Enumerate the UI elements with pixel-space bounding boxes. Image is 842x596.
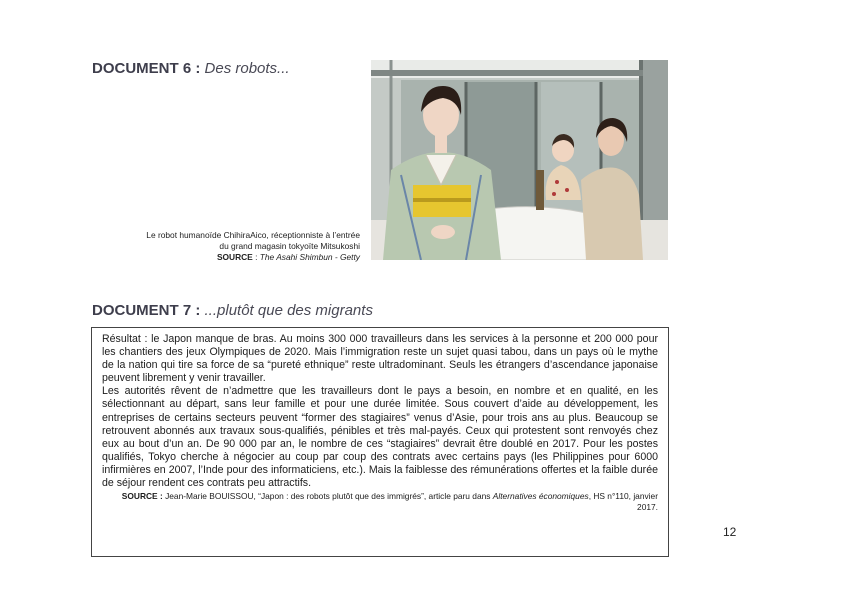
document-7-paragraph-1: Résultat : le Japon manque de bras. Au moins 300 000 travailleurs dans les services à la personne et 200 000 pour les chantiers des jeux Olympiques de 2020. Mais l’immigration reste un sujet quasi tabou, dans un pays où le mythe de la nation qui tire sa force de sa “pureté ethnique” reste ultradominant. Seuls les étrangers d’ascendance japonaise peuvent librement y venir travailler. xyxy=(102,333,658,385)
document-7-paragraph-2: Les autorités rêvent de n’admettre que les travailleurs dont le pays a besoin, en nombre et en qualité, en les sélectionnant au départ, sans leur famille et pour une durée limitée. Sous couvert d’aide au développement, les entreprises de certains secteurs peuvent “former des stagiaires” venus d’Asie, pour trois ans au plus. Beaucoup se retrouvent abonnés aux travaux sous-qualifiés, pénibles et très mal-payés. Ceux qui protestent sont renvoyés chez eux au bout d’un an. De 90 000 par an, le nombre de ces “stagiaires” devrait être doublé en 2017. Pour les postes qualifiés, Tokyo cherche à négocier au coup par coup des contrats avec certains pays (les Philippines pour 6000 infirmières en 2007, l’Inde pour des informaticiens, etc.). Mais la faiblesse des rémunérations offertes et la faible durée de séjour rendent ces contrats peu attractifs. xyxy=(102,385,658,490)
caption-source xyxy=(60,252,360,263)
photo-caption xyxy=(60,230,360,263)
document-7-source xyxy=(102,491,658,513)
document-7-label: DOCUMENT 7 : xyxy=(92,302,201,319)
document-6-heading xyxy=(92,60,290,77)
caption-source-separator: : xyxy=(252,252,260,262)
document-6-title: Des robots... xyxy=(204,60,290,77)
caption-source-value: The Asahi Shimbun - Getty xyxy=(259,252,360,262)
caption-source-label: SOURCE xyxy=(216,252,253,262)
document-7-heading xyxy=(92,302,373,319)
page-number: 12 xyxy=(723,525,737,539)
caption-line-1: Le robot humanoïde ChihiraAico, réceptionniste à l’entrée xyxy=(146,230,360,240)
document-7-source-tail: , HS n°110, janvier 2017. xyxy=(588,491,658,513)
document-7-source-publication: Alternatives économiques xyxy=(492,491,589,502)
document-6-label: DOCUMENT 6 : xyxy=(92,60,201,77)
caption-line-2: du grand magasin tokyoïte Mitsukoshi xyxy=(219,241,360,251)
document-7-source-text: Jean-Marie BOUISSOU, “Japon : des robots plutôt que des immigrés”, article paru dans xyxy=(162,491,493,502)
document-7-text-box xyxy=(91,327,669,557)
robot-photo-illustration xyxy=(371,60,668,260)
robot-photo xyxy=(371,60,668,260)
document-7-title: ...plutôt que des migrants xyxy=(204,302,373,319)
document-7-source-label: SOURCE : xyxy=(121,491,163,502)
